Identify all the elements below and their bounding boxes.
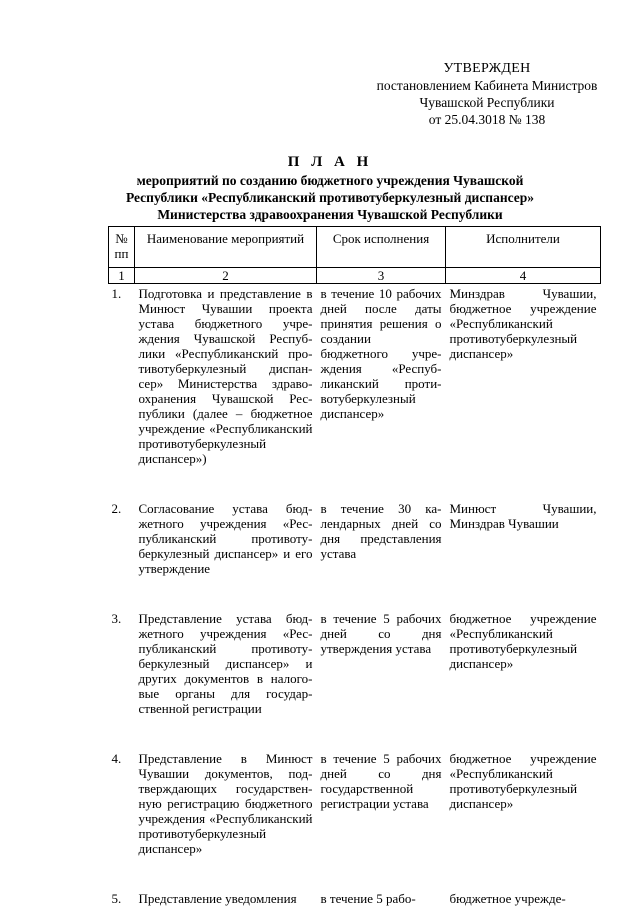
row-term: в течение 5 рабо- bbox=[320, 891, 416, 906]
row-number: 3. bbox=[111, 611, 122, 626]
column-number-2: 2 bbox=[135, 268, 317, 284]
table-row bbox=[109, 611, 601, 716]
column-header-number: № пп bbox=[109, 227, 135, 268]
table-row bbox=[109, 751, 601, 856]
column-number-4: 4 bbox=[446, 268, 601, 284]
row-term: в течение 10 рабочих дней после даты принятия решения о создании бюджетного учреждения «Республиканский противотуберкулезный диспансер» bbox=[320, 286, 442, 421]
column-header-executors: Исполнители bbox=[446, 227, 601, 268]
row-spacer bbox=[109, 716, 601, 751]
row-term: в течение 5 рабочих дней со дня утверждения устава bbox=[320, 611, 442, 656]
column-number-row bbox=[109, 268, 601, 284]
approval-line-2: Чувашской Республики bbox=[419, 95, 555, 110]
row-number: 4. bbox=[111, 751, 122, 766]
title-line-2: Республики «Республиканский противотуберкулезный диспансер» bbox=[125, 190, 535, 205]
row-executors: бюджетное учреждение «Республиканский противотуберкулезный диспансер» bbox=[449, 751, 597, 811]
approval-line-1: постановлением Кабинета Министров bbox=[376, 78, 598, 93]
title-line-1: мероприятий по созданию бюджетного учреждения Чувашской bbox=[136, 173, 524, 188]
approval-stamp bbox=[362, 60, 612, 128]
column-number-3: 3 bbox=[317, 268, 446, 284]
row-action: Представление в Минюст Чувашии документов, подтверждающих государственную регистрацию бюджетного учреждения «Республиканский противотуберкулезный диспансер» bbox=[138, 751, 313, 856]
row-term: в течение 30 календарных дней со дня представления устава bbox=[320, 501, 442, 561]
plan-table bbox=[108, 226, 601, 906]
row-action: Представление уведомления bbox=[138, 891, 297, 906]
column-header-action: Наименование мероприятий bbox=[135, 227, 317, 268]
approval-title: УТВЕРЖДЕН bbox=[443, 61, 531, 76]
row-spacer bbox=[109, 466, 601, 501]
row-executors: бюджетное учрежде- bbox=[449, 891, 566, 906]
row-spacer bbox=[109, 576, 601, 611]
title-line-3: Министерства здравоохранения Чувашской Республики bbox=[157, 207, 503, 222]
table-row bbox=[109, 891, 601, 906]
row-number: 1. bbox=[111, 286, 122, 301]
row-spacer bbox=[109, 856, 601, 891]
row-executors: бюджетное учреждение «Республиканский противотуберкулезный диспансер» bbox=[449, 611, 597, 671]
document-title bbox=[60, 152, 600, 223]
row-action: Подготовка и представление в Минюст Чувашии проекта устава бюджетного учреждения Чувашской Республики «Республиканский противотуберкулезный диспансер» Министерства здравоохранения Чувашской Республики (далее – бюджетное учреждение «Республиканский противотуберкулезный диспансер») bbox=[138, 286, 313, 466]
row-action: Представление устава бюджетного учреждения «Республиканский противотуберкулезный диспансер» и других документов в налоговые органы для государственной регистрации bbox=[138, 611, 313, 716]
row-number: 5. bbox=[111, 891, 122, 906]
row-executors: Минюст Чувашии, Минздрав Чувашии bbox=[449, 501, 597, 531]
plan-heading: П Л А Н bbox=[287, 154, 373, 170]
column-number-1: 1 bbox=[109, 268, 135, 284]
row-action: Согласование устава бюджетного учреждения «Республиканский противотуберкулезный диспансер» и его утверждение bbox=[138, 501, 313, 576]
table-header-row bbox=[109, 227, 601, 268]
column-header-term: Срок исполнения bbox=[317, 227, 446, 268]
table-row bbox=[109, 501, 601, 576]
table-row bbox=[109, 284, 601, 467]
row-executors: Минздрав Чувашии, бюджетное учреждение «Республиканский противотуберкулезный диспансер» bbox=[449, 286, 597, 361]
row-term: в течение 5 рабочих дней со дня государственной регистрации устава bbox=[320, 751, 442, 811]
row-number: 2. bbox=[111, 501, 122, 516]
approval-line-3: от 25.04.3018 № 138 bbox=[428, 112, 546, 127]
